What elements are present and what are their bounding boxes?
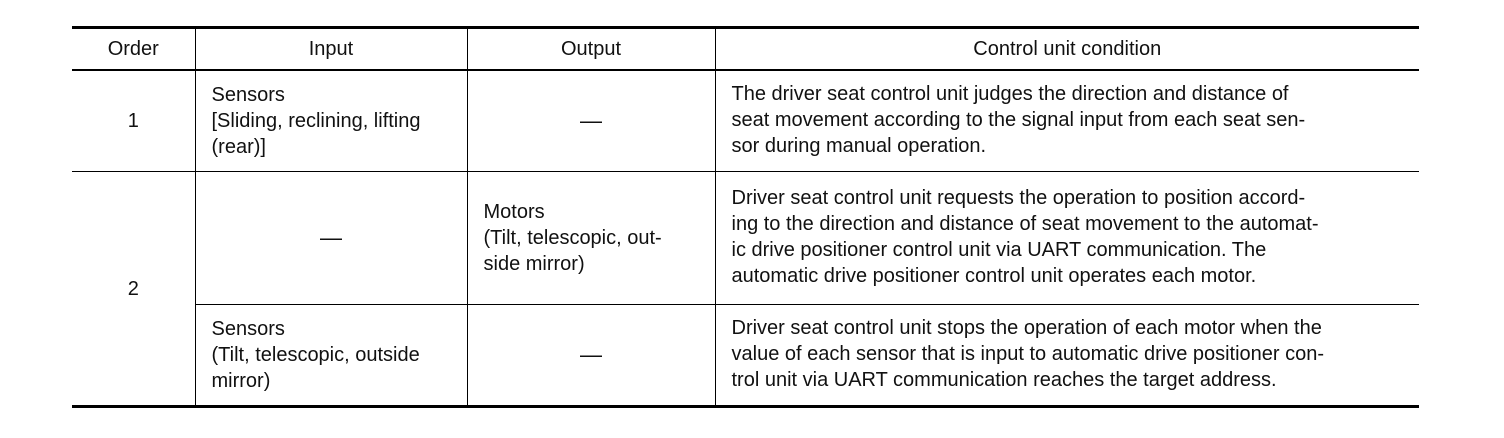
table-row [72,70,1419,172]
condition-cell [715,172,1419,305]
output-dash: — [580,341,602,367]
output-cell [467,70,715,172]
input-text: Sensors (Tilt, telescopic, outside mirror) [211,318,420,392]
output-cell [467,305,715,407]
table-header [72,28,1419,71]
input-cell [195,305,467,407]
control-table-container [72,26,1419,408]
header-input: Input [195,28,467,71]
input-cell [195,172,467,305]
table-row [72,305,1419,407]
order-cell: 1 [72,70,195,172]
output-text: Motors (Tilt, telescopic, out- side mirror) [483,201,662,275]
condition-cell [715,305,1419,407]
condition-text: The driver seat control unit judges the direction and distance of seat movement according to the signal input from each seat sen- sor during manual operation. [731,83,1306,157]
order-cell: 2 [72,172,195,407]
table-body [72,70,1419,407]
condition-text: Driver seat control unit requests the operation to position accord- ing to the direction and distance of seat movement to the automat- ic drive positioner control unit via UART communication. The automatic drive positioner control unit operates each motor. [731,187,1319,287]
table-row [72,172,1419,305]
control-table [72,26,1419,408]
output-cell [467,172,715,305]
header-row [72,28,1419,71]
condition-text: Driver seat control unit stops the operation of each motor when the value of each sensor that is input to automatic drive positioner con- trol unit via UART communication reaches the target address. [731,317,1325,391]
header-order: Order [72,28,195,71]
input-dash: — [320,224,342,250]
condition-cell [715,70,1419,172]
input-text: Sensors [Sliding, reclining, lifting (rear)] [211,84,421,158]
header-output: Output [467,28,715,71]
input-cell [195,70,467,172]
header-condition: Control unit condition [715,28,1419,71]
output-dash: — [580,107,602,133]
